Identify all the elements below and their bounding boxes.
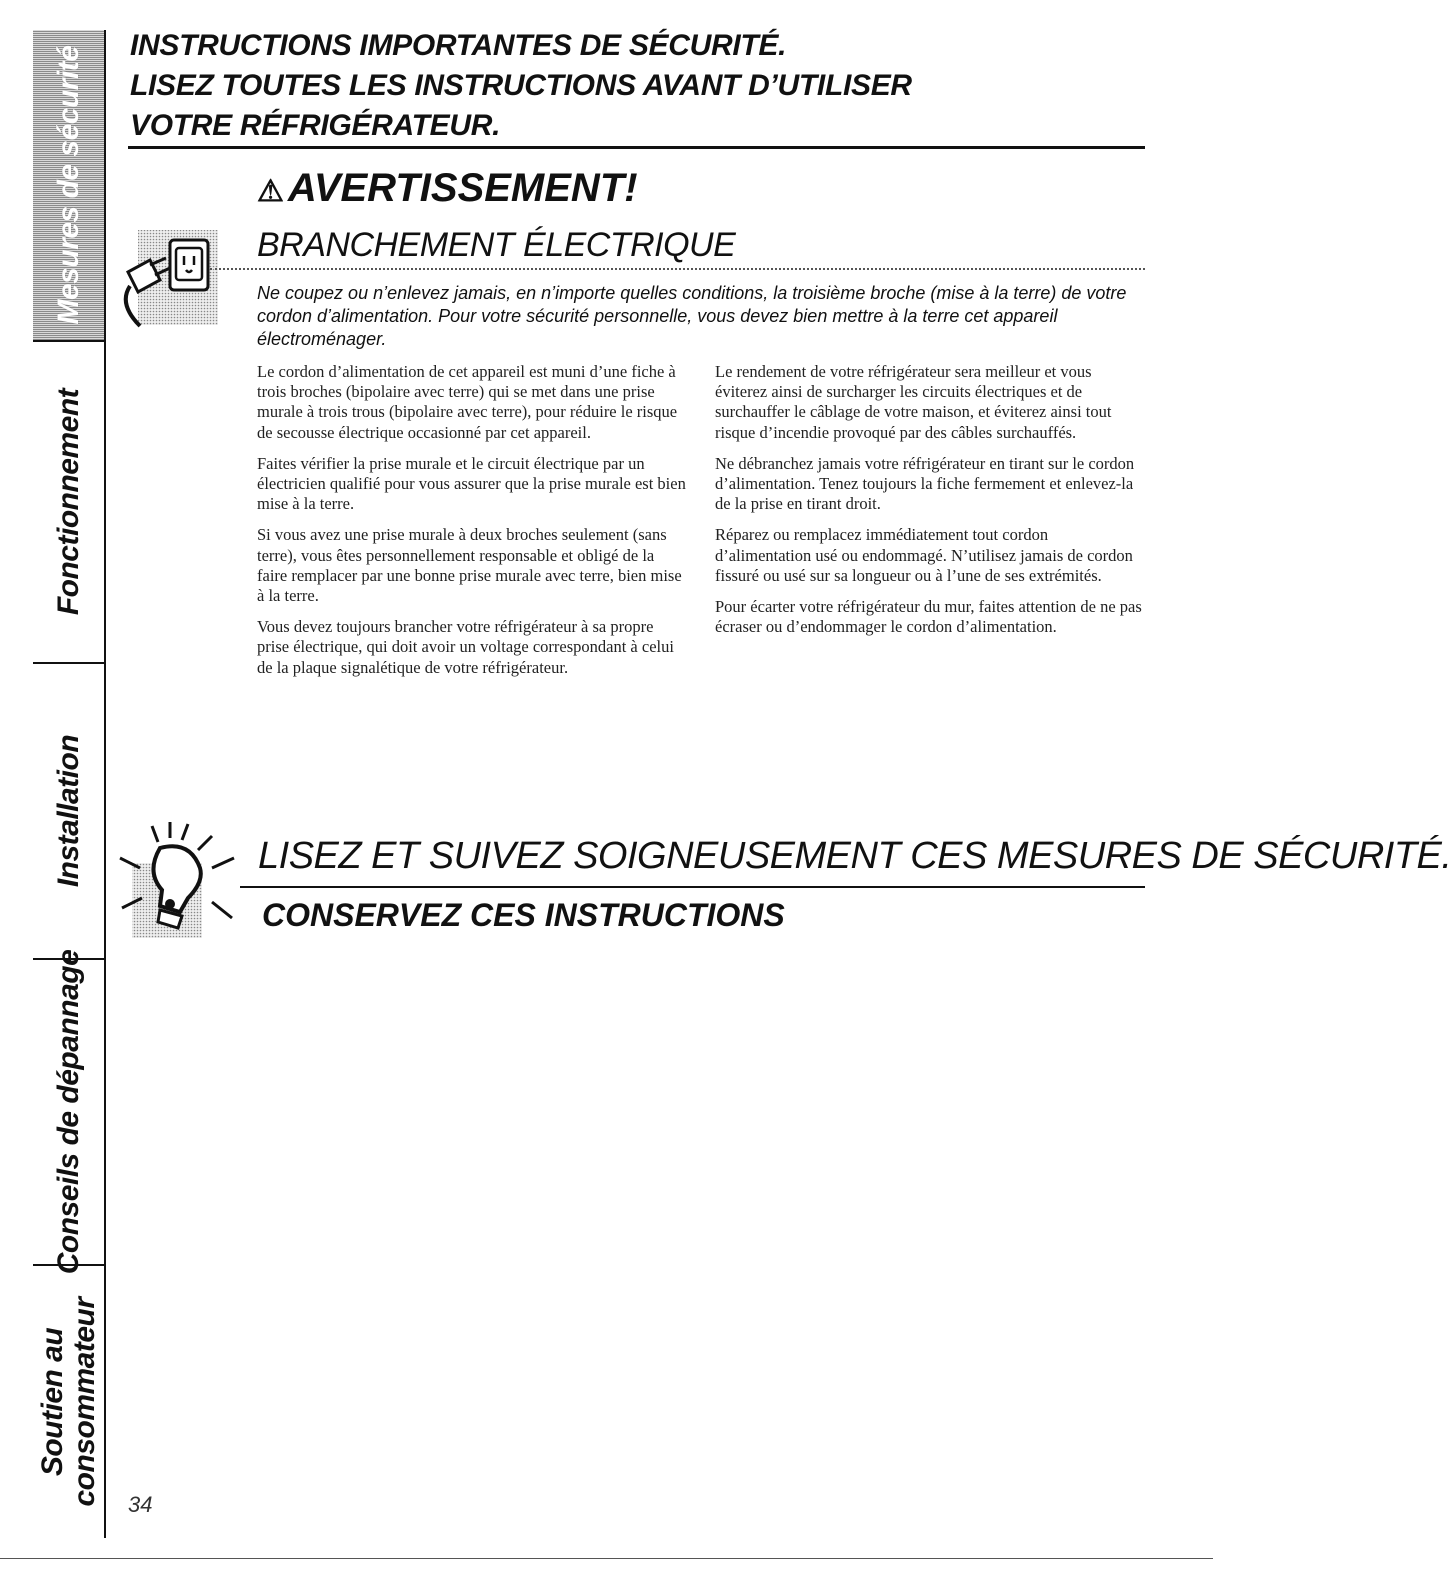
paragraph: Vous devez toujours brancher votre réfrigérateur à sa propre prise électrique, qui doit avoir un voltage correspondant à celui de la plaque signalétique de votre réfrigérateur. — [257, 617, 674, 677]
section-tab-strip — [33, 30, 106, 1538]
paragraph: Faites vérifier la prise murale et le circuit électrique par un électricien qualifié pour vous assurer que la prise murale est bien mise à la terre. — [257, 453, 686, 514]
tab-label: Soutien au consommateur — [35, 1297, 101, 1507]
warning-title-text: AVERTISSEMENT! — [287, 166, 638, 210]
page-bottom-rule — [0, 1558, 1213, 1559]
tab-label: Fonctionnement — [51, 388, 85, 616]
safety-heading-line-2: LISEZ TOUTES LES INSTRUCTIONS AVANT D’UTILISER — [130, 69, 912, 102]
tab-label: Conseils de dépannage — [51, 949, 85, 1275]
section-rule — [210, 268, 1145, 270]
left-column — [257, 362, 687, 689]
electric-plug-icon — [110, 220, 220, 330]
tab-soutien-au-consommateur[interactable] — [33, 1266, 104, 1538]
tab-label: Mesures de sécurité — [51, 45, 85, 325]
tab-installation[interactable] — [33, 664, 104, 960]
tab-conseils-de-depannage[interactable] — [33, 949, 104, 1275]
warning-lead-text: Ne coupez ou n’enlevez jamais, en n’importe quelles conditions, la troisième broche (mise à la terre) de votre cordon d’alimentation. Pour votre sécurité personnelle, vous devez bien mettre à la terre cet appareil électroménager. — [257, 283, 1127, 349]
paragraph: Réparez ou remplacez immédiatement tout cordon d’alimentation usé ou endommagé. N’utilisez jamais de cordon fissuré ou usé sur sa longueur ou à l’une de ses extrémités. — [715, 525, 1133, 585]
paragraph: Le rendement de votre réfrigérateur sera meilleur et vous éviterez ainsi de surcharger les circuits électriques et de surchauffer le câblage de votre maison, et éviterez ainsi tout risque d’incendie provoqué par des câbles surchauffés. — [715, 362, 1112, 442]
safety-heading-line-3: VOTRE RÉFRIGÉRATEUR. — [130, 109, 501, 142]
tab-label: Installation — [51, 734, 85, 888]
paragraph: Ne débranchez jamais votre réfrigérateur en tirant sur le cordon d’alimentation. Tenez toujours la fiche fermement et enlevez-la de la prise en tirant droit. — [715, 453, 1135, 514]
read-and-follow-heading: LISEZ ET SUIVEZ SOIGNEUSEMENT CES MESURES DE SÉCURITÉ. — [258, 835, 1451, 877]
safety-heading-line-1: INSTRUCTIONS IMPORTANTES DE SÉCURITÉ. — [130, 29, 787, 62]
tab-fonctionnement[interactable] — [33, 342, 104, 664]
light-bulb-icon — [112, 818, 242, 938]
page-number: 34 — [128, 1492, 153, 1517]
header-rule — [128, 146, 1145, 149]
tab-mesures-de-securite[interactable] — [33, 30, 104, 342]
paragraph: Si vous avez une prise murale à deux broches seulement (sans terre), vous êtes personnellement responsable et obligé de la faire remplacer par une bonne prise murale avec terre, bien mise à la terre. — [257, 525, 682, 606]
heading-rule — [240, 886, 1145, 888]
warning-title — [257, 166, 638, 211]
paragraph: Pour écarter votre réfrigérateur du mur, faites attention de ne pas écraser ou d’endommager le cordon d’alimentation. — [715, 597, 1142, 637]
paragraph: Le cordon d’alimentation de cet appareil est muni d’une fiche à trois broches (bipolaire avec terre) qui se met dans une prise murale à trois trous (bipolaire avec terre), pour réduire le risque de secousse électrique occasionné par cet appareil. — [257, 362, 678, 442]
right-column — [715, 362, 1145, 648]
keep-instructions-heading: CONSERVEZ CES INSTRUCTIONS — [262, 897, 785, 933]
section-heading: BRANCHEMENT ÉLECTRIQUE — [257, 226, 736, 264]
warning-triangle-icon: ⚠ — [257, 175, 284, 208]
